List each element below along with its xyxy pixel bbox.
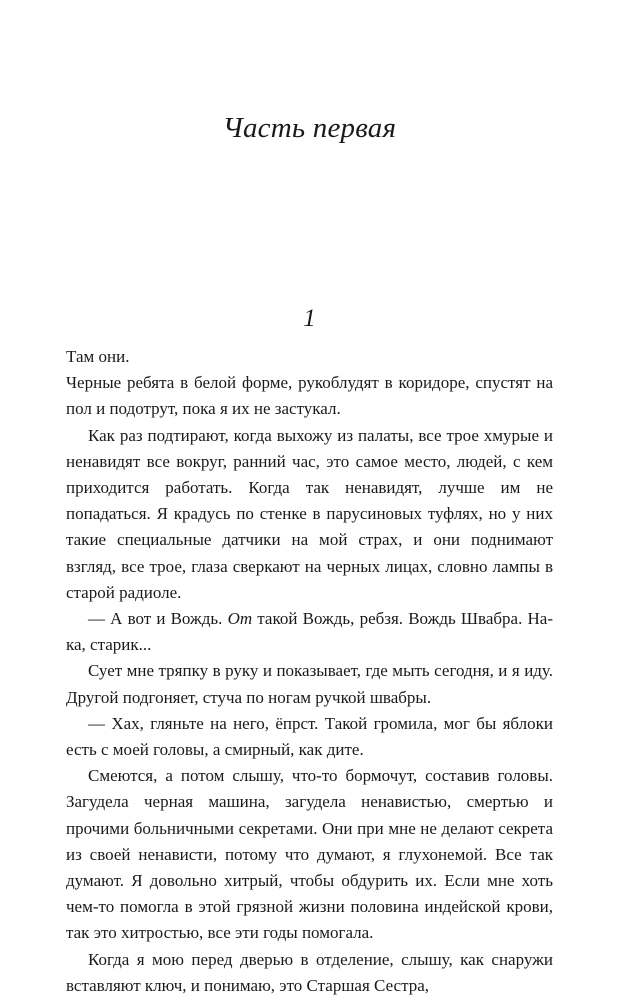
paragraph: Там они. — [66, 347, 130, 366]
chapter-text — [66, 344, 553, 999]
chapter-number: 1 — [303, 305, 316, 332]
paragraph: Смеются, а потом слышу, что-то бормочут, составив головы. Загудела черная машина, загудела ненавистью, смертью и прочими больничными секретами. Они при мне не делают секрета из своей ненависти, потому что думают, я глухонемой. Все так думают. Я довольно хитрый, чтобы обдурить их. Если мне хоть чем-то помогла в этой грязной жизни половина индейской крови, так это хитростью, все эти годы помогала. — [66, 766, 553, 943]
part-title: Часть первая — [222, 112, 397, 144]
paragraph: — Хах, гляньте на него, ёпрст. Такой громила, мог бы яблоки есть с моей головы, а смирный, как дите. — [66, 713, 553, 760]
emphasized-word: От — [227, 609, 253, 629]
paragraph: Как раз подтирают, когда выхожу из палаты, все трое хмурые и ненавидят все вокруг, ранний час, это самое место, людей, с кем приходится работать. Когда так ненавидят, лучше им не попадаться. Я крадусь по стенке в парусиновых туфлях, но у них такие специальные датчики на мой страх, и они поднимают взгляд, все трое, глаза сверкают на черных лицах, словно лампы в старой радиоле. — [66, 425, 553, 602]
paragraph: Черные ребята в белой форме, рукоблудят в коридоре, спустят на пол и подотрут, пока я их не застукал. — [66, 373, 553, 419]
paragraph-text: такой Вождь, ребзя. Вождь Швабра. На-ка, старик... — [66, 609, 553, 655]
paragraph-text: — А вот и Вождь. — [88, 609, 228, 629]
paragraph: Сует мне тряпку в руку и показывает, где мыть сегодня, и я иду. Другой подгоняет, стуча по ногам ручкой швабры. — [66, 661, 553, 707]
paragraph: Когда я мою перед дверью в отделение, слышу, как снаружи вставляют ключ, и понимаю, это Старшая Сестра, — [66, 949, 553, 995]
paragraph-dialogue — [66, 606, 553, 658]
